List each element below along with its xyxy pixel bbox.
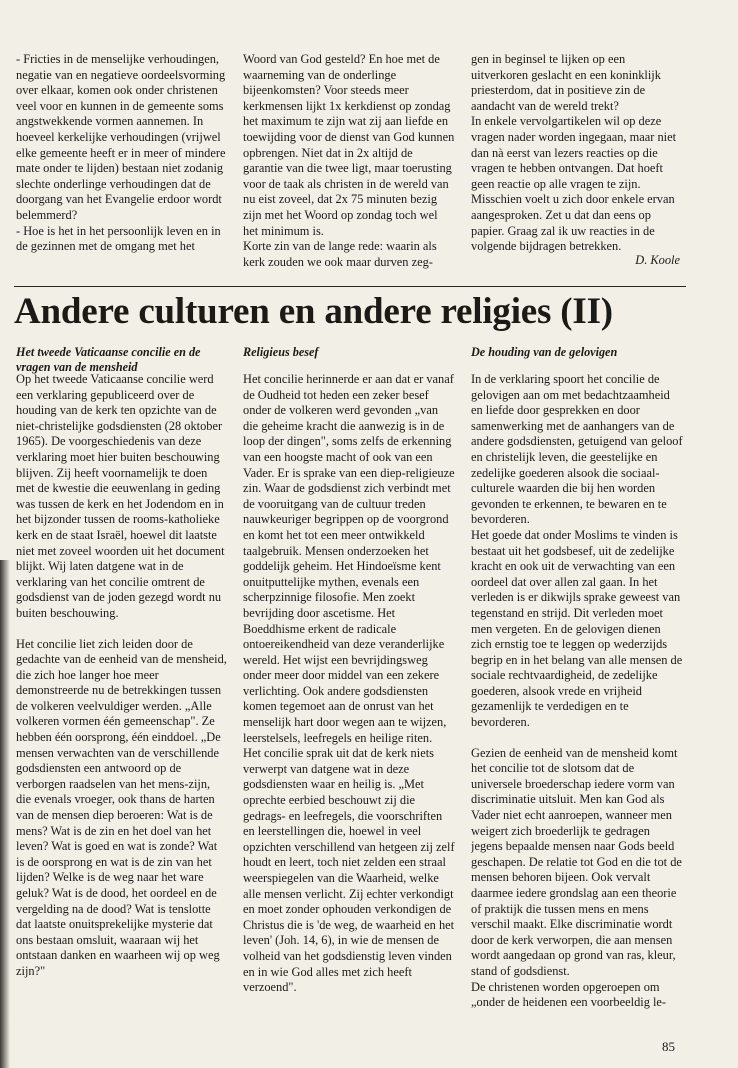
paragraph: - Fricties in de menselijke verhoudingen, negatie van en negatieve oordeelsvorming over elkaar, komen ook onder christenen veel voor en kunnen in de gemeente soms angstwekkende vormen aannemen. In hoeveel kerkelijke verhoudingen (vrijwel elke gemeente heeft er in meer of mindere mate onder te lijden) bestaan niet zodanig slechte onderlinge verhoudingen dat de doorgang van het Evangelie erdoor wordt belemmerd?: [16, 52, 226, 222]
paragraph: Korte zin van de lange rede: waarin als kerk zouden we ook maar durven zeg-: [243, 239, 437, 269]
subheading-attitude-of-believers: De houding van de gelovigen: [471, 345, 618, 359]
article-title: Andere culturen en andere religies (II): [14, 291, 613, 332]
section-divider: [14, 286, 686, 287]
article-column-3: [471, 372, 683, 1032]
paragraph: - Hoe is het in het persoonlijk leven en in de gezinnen met de omgang met het: [16, 223, 221, 254]
paragraph: gen in beginsel te lijken op een uitverkoren geslacht en een koninklijk priesterdom, dat in positieve zin de aandacht van de wereld trekt?: [471, 52, 661, 113]
subheading-vatican-council: Het tweede Vaticaanse concilie en de vragen van de mensheid: [16, 345, 201, 374]
previous-article-column-1: [16, 52, 228, 284]
paragraph: Woord van God gesteld? En hoe met de waarneming van de onderlinge bijeenkomsten? Voor steeds meer kerkmensen lijkt 1x kerkdienst op zondag het maximum te zijn wat zij aan liefde en toewijding voor de dienst van God kunnen opbrengen. Niet dat in 2x altijd de garantie van die twee ligt, maar toerusting voor de taak als christen in de wereld van nu eist zoveel, dat 2x 75 minuten bezig zijn met het Woord op zondag toch wel het minimum is.: [243, 52, 455, 238]
article-column-2: [243, 372, 455, 1032]
author-signature: D. Koole: [635, 253, 680, 267]
previous-article-column-3: [471, 52, 683, 284]
paragraph: In de verklaring spoort het concilie de gelovigen aan om met bedachtzaamheid en liefde door gesprekken en door samenwerking met de aanhangers van de andere godsdiensten, getuigend van geloof en christelijk leven, die geestelijke en zedelijke goederen alsook die sociaal-culturele waarden die bij hen worden gevonden te erkennen, te bewaren en te bevorderen.: [471, 372, 683, 527]
paragraph: Het concilie liet zich leiden door de gedachte van de eenheid van de mensheid, die zich hoe langer hoe meer demonstreerde nu de betrekkingen tussen de volkeren veelvuldiger werden. „Alle volkeren vormen één gemeenschap". Ze hebben één oorsprong, één einddoel. „De mensen verwachten van de verschillende godsdiensten een antwoord op de verborgen raadselen van het mens-zijn, die evenals vroeger, ook thans de harten van de mensen diep beroeren: Wat is de mens? Wat is de zin en het doel van het leven? Wat is goed en wat is zonde? Wat is de oorsprong en wat is de zin van het lijden? Welke is de weg naar het ware geluk? Wat is de dood, het oordeel en de vergelding na de dood? Wat is tenslotte dat laatste onuitsprekelijke mysterie dat ons bestaan omsluit, waaraan wij het ontstaan danken en waarheen wij op weg zijn?": [16, 636, 227, 978]
previous-article-column-2: [243, 52, 455, 284]
paragraph: Het concilie herinnerde er aan dat er vanaf de Oudheid tot heden een zeker besef onder de volkeren werd gevonden „van die geheime kracht die aanwezig is in de loop der dingen", soms zelfs de erkenning van een hoogste macht of ook van een Vader. Er is sprake van een diep-religieuze zin. Waar de godsdienst zich verbindt met de vooruitgang van de cultuur treden nauwkeuriger begrippen op de voorgrond en komt het tot een meer ontwikkeld taalgebruik. Mensen onderzoeken het goddelijk geheim. Het Hindoeïsme kent onuitputtelijke mythen, evenals een scherpzinnige filosofie. Men zoekt bevrijding door ascetisme. Het Boeddhisme erkent de radicale ontoereikendheid van deze veranderlijke wereld. Het wijst een bevrijdingsweg onder meer door middel van een zekere verlichting. Ook andere godsdiensten komen tegemoet aan de onrust van het menselijk hart door wegen aan te wijzen, leerstelsels, leefregels en heilige riten.: [243, 372, 455, 745]
subheading-religious-awareness: Religieus besef: [243, 345, 319, 359]
paragraph: Op het tweede Vaticaanse concilie werd een verklaring gepubliceerd over de houding van de kerk ten opzichte van de niet-christelijke godsdiensten (28 oktober 1965). De voorgeschiedenis van deze verklaring moet hier buiten beschouwing blijven. Zij heeft voornamelijk te doen met de kwestie die eeuwenlang in geding was tussen de kerk en het Jodendom en in het bijzonder tussen de rooms-katholieke kerk en de staat Israël, hoewel dit laatste niet met zoveel woorden uit het document blijkt. Wij laten datgene wat in de verklaring van het concilie omtrent de godsdienst van de joden gezegd wordt nu buiten beschouwing.: [16, 372, 225, 620]
paragraph: Het goede dat onder Moslims te vinden is bestaat uit het godsbesef, uit de zedelijke kracht en ook uit de verwachting van een oordeel dat over allen zal gaan. In het verleden is er dikwijls sprake geweest van tegenstand en strijd. Dit verleden moet men vergeten. En de gelovigen dienen zich ernstig toe te leggen op wederzijds begrip en in het belang van alle mensen de sociale rechtvaardigheid, de zedelijke goederen, alsook vrede en vrijheid gezamenlijk te verdedigen en te bevorderen.: [471, 527, 683, 730]
binding-shadow: [0, 560, 10, 1068]
paragraph: In enkele vervolgartikelen wil op deze vragen nader worden ingegaan, maar niet dan nà eerst van lezers reacties op die vragen te hebben ontvangen. Dat hoeft geen reactie op alle vragen te zijn. Misschien voelt u zich door enkele ervan aangesproken. Zet u dat dan eens op papier. Graag zal ik uw reacties in de volgende bijdragen betrekken.: [471, 114, 677, 254]
page-number: 85: [662, 1039, 675, 1054]
article-column-1: [16, 372, 228, 1032]
paragraph: Gezien de eenheid van de mensheid komt het concilie tot de slotsom dat de universele broederschap iedere vorm van discriminatie uitsluit. Men kan God als Vader niet echt aanroepen, wanneer men weigert zich broederlijk te gedragen jegens bepaalde mensen naar Gods beeld geschapen. De relatie tot God en die tot de mensen behoren bijeen. Ook vervalt daarmee iedere grondslag aan een theorie of praktijk die tussen mens en mens verschil maakt. Elke discriminatie wordt door de kerk verworpen, die aan mensen wordt aangedaan op grond van ras, kleur, stand of godsdienst.: [471, 745, 682, 978]
paragraph: De christenen worden opgeroepen om „onder de heidenen een voorbeeldig le-: [471, 979, 667, 1010]
paragraph: Het concilie sprak uit dat de kerk niets verwerpt van datgene wat in deze godsdiensten waar en heilig is. „Met oprechte eerbied beschouwt zij die gedrags- en leefregels, die voorschriften en leerstellingen die, hoewel in veel opzichten verschillend van hetgeen zij zelf houdt en leert, toch niet zelden een straal weerspiegelen van die Waarheid, welke alle mensen verlicht. Zij echter verkondigt en moet zonder ophouden verkondigen de Christus die is 'de weg, de waarheid en het leven' (Joh. 14, 6), in wie de mensen de volheid van het godsdienstig leven vinden en in wie God alles met zich heeft verzoend".: [243, 746, 455, 995]
